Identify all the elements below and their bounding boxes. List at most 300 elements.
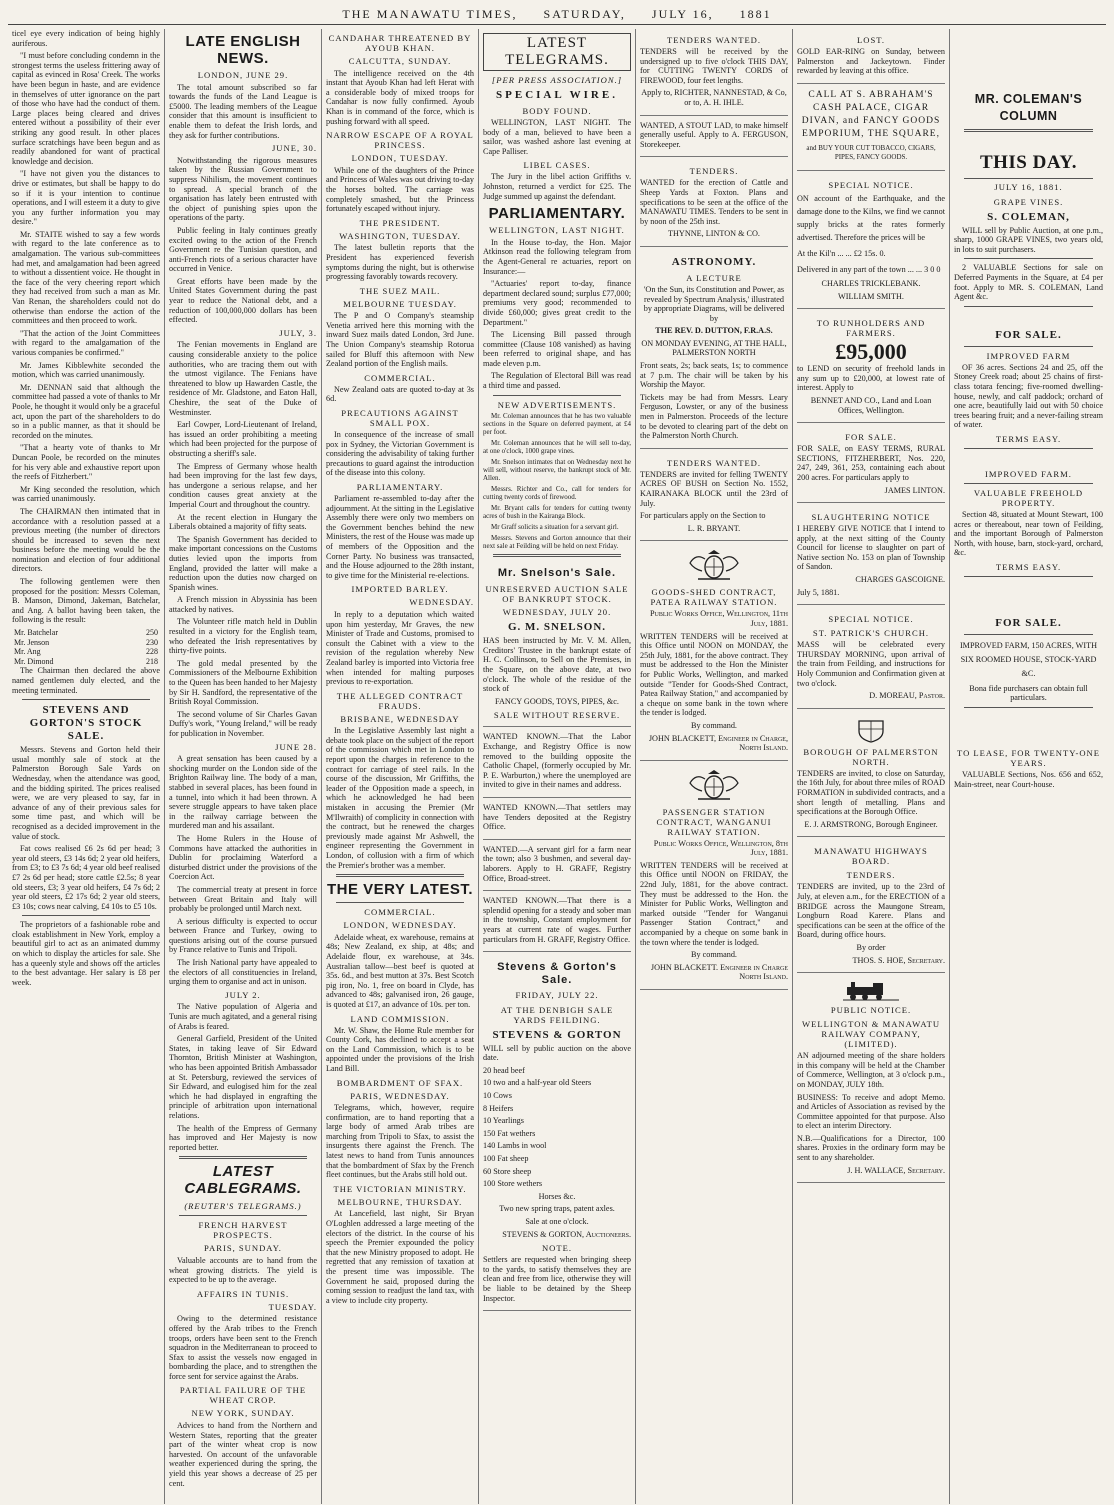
ad-heading: TENDERS WANTED. <box>666 35 762 45</box>
article-text: General Garfield, President of the United States, in taking leave of Sir Edward Thornton, British Minister at Washington, who has been appointed British Ambassador at St. Petersburg, reviewed the services of Sir Edward, and eulogised him for the zeal which he had displayed in engrafting the principle of arbitration upon international relations. <box>169 1034 317 1120</box>
subheading: UNRESERVED AUCTION SALE OF BANKRUPT STOCK. <box>485 583 629 604</box>
dateline: WELLINGTON, LAST NIGHT. <box>489 225 625 236</box>
ad-summary: Mr. Coleman announces that he will sell to-day, at one o'clock, 1000 grape vines. <box>483 438 631 455</box>
subheading: TERMS EASY. <box>995 561 1062 572</box>
slaughter-notice <box>797 506 945 605</box>
dateline: JULY, 3. <box>279 327 317 338</box>
article-text: Mr. James Kibblewhite seconded the motion, which was carried unanimously. <box>12 360 160 380</box>
ad-heading: ASTRONOMY. <box>671 255 757 268</box>
dateline: JUNE 28. <box>275 741 317 752</box>
subheading: THE SUEZ MAIL. <box>359 285 441 296</box>
masthead-date: JULY 16, <box>651 7 714 21</box>
ad-text: TENDERS are invited, up to the 23rd of July, at eleven a.m., for the ERECTION of a BRIDGE across the Maungone Stream, Longburn Road Karere. Plans and specifications can be seen at the office of the Board, during office hours. <box>797 882 945 940</box>
ad-heading: MANAWATU HIGHWAYS BOARD. <box>814 846 928 867</box>
list-item: 140 Lambs in wool <box>483 1141 547 1151</box>
divider <box>964 306 1093 307</box>
divider <box>964 258 1093 259</box>
article-text: The Jury in the libel action Griffiths v. Johnston, returned a verdict for £25. The Judge summed up against the defendant. <box>483 172 631 201</box>
article-text: The second volume of Sir Charles Gavan Duffy's work, "Young Ireland," will be ready for publication in November. <box>169 709 317 738</box>
ad-text: MASS will be celebrated every THURSDAY MORNING, upon arrival of the train from Feilding, and instructions for Holy Communion and Confirmation given at two o'clock. <box>797 640 945 688</box>
subheading: LAND COMMISSION. <box>350 1013 450 1024</box>
section-heading: STEVENS AND GORTON'S STOCK SALE. <box>29 704 143 743</box>
article-text: "That a hearty vote of thanks to Mr Duncan Poole, be recorded on the minutes for his very able and exhaustive report upon the reefs of Fitzherbert." <box>12 443 160 482</box>
column-2 <box>165 29 322 1504</box>
ad-text: Section 48, situated at Mount Stewart, 100 acres or thereabout, near town of Feilding, and the important Borough of Palmerston North, with house, barn, stock-yard, orchard, &c. <box>954 509 1103 558</box>
ad-heading: PASSENGER STATION CONTRACT, WANGANUI RAILWAY STATION. <box>656 806 772 837</box>
section-heading: THIS DAY. <box>979 152 1078 173</box>
article-text: The proprietors of a fashionable robe and cloak establishment in New York, employ a beautiful girl to act as an animated dummy on which to display the articles for sale. She has a queenly style and shows off the articles to the best advantage. Her salary is £8 per week. <box>12 920 160 987</box>
ad-heading: SPECIAL NOTICE. <box>828 614 914 625</box>
signature: JOHN BLACKETT, Engineer in Charge, North Island. <box>648 733 788 753</box>
dateline: MELBOURNE TUESDAY. <box>343 298 457 309</box>
article-text: The Licensing Bill passed through committee (Clause 108 vanished) as having been referred to original shape, and has made eleven p.m. <box>483 330 631 368</box>
ad-text: to LEND on security of freehold lands in any sum up to £20,000, at lowest rate of interest. Apply to <box>797 364 945 393</box>
railway-notice <box>797 976 945 1183</box>
ad-text: HAS been instructed by Mr. V. M. Allen, Creditors' Trustee in the bankrupt estate of H. C. Collinson, to Sell on the Premises, in the Square, on the above date, at two o'clock. The whole of the residue of the stock of <box>483 636 631 694</box>
ad-text: VALUABLE Sections, Nos. 656 and 652, Main-street, near Court-house. <box>954 770 1103 789</box>
subheading: WELLINGTON & MANAWATU RAILWAY COMPANY, (LIMITED). <box>801 1019 941 1050</box>
ad-text: TENDERS will be received by the undersigned up to five o'clock THIS DAY, for CUTTING TWENTY CORDS of FIREWOOD, four feet lengths. <box>640 47 788 85</box>
signature: E. J. ARMSTRONG, Borough Engineer. <box>804 819 938 829</box>
dateline: CALCUTTA, SUNDAY. <box>348 56 452 66</box>
article-text: Public feeling in Italy continues greatly excited owing to the action of the French Government re the Tunisian question, and anti-French riots of a serious character have occurred in Venice. <box>169 225 317 274</box>
signature: THYNNE, LINTON & CO. <box>668 229 760 239</box>
article-text: The Regulation of Electoral Bill was read a third time and passed. <box>483 371 631 391</box>
subheading: IMPROVED FARM. <box>985 468 1072 479</box>
ad-text: CALL AT S. ABRAHAM'S CASH PALACE, CIGAR DIVAN, and FANCY GOODS EMPORIUM, THE SQUARE, <box>801 89 941 139</box>
dateline: PARIS, WEDNESDAY. <box>350 1090 450 1101</box>
list-item: 100 Store wethers <box>483 1179 543 1189</box>
table-cell: Mr. Batchelar <box>14 628 58 638</box>
ad-text: GOLD EAR-RING on Sunday, between Palmerston and Jackeytown. Finder rewarded by leaving at this office. <box>797 47 945 76</box>
divider <box>22 699 150 700</box>
ad-summary: Mr. Coleman announces that he has two valuable sections in the Square on deferred payment, at £4 per foot. <box>483 411 631 436</box>
ad-text: WILL sell by public auction on the above date. <box>483 1043 631 1063</box>
ad-heading: SPECIAL NOTICE. <box>828 179 914 190</box>
ad-text: FOR SALE, on EASY TERMS, RURAL SECTIONS, FITZHERBERT, Nos. 220, 247, 249, 361, 253, containing each about 200 acres. For particulars apply to <box>797 444 945 482</box>
ad-text: and BUY YOUR CUT TOBACCO, CIGARS, PIPES, FANCY GOODS. <box>806 143 936 162</box>
contract-ad <box>640 544 788 760</box>
wanted-ad <box>483 894 631 952</box>
subheading: PARTIAL FAILURE OF THE WHEAT CROP. <box>179 1385 307 1406</box>
subheading: THE VICTORIAN MINISTRY. <box>333 1183 467 1194</box>
table-row <box>12 647 160 657</box>
loan-ad <box>797 312 945 423</box>
ad-text: By command. <box>691 720 737 730</box>
list-item: Horses &c. <box>538 1191 576 1201</box>
divider <box>964 634 1093 635</box>
loan-amount: £95,000 <box>835 339 907 365</box>
list-item: 10 Cows <box>483 1091 512 1101</box>
subheading: IMPORTED BARLEY. <box>351 584 449 595</box>
section-heading: FOR SALE. <box>995 328 1062 341</box>
article-text: The CHAIRMAN then intimated that in accordance with a resolution passed at a previous meeting (the number of directors should be increased to seven the next business before the meeting would be the nomination and election of four additional directors. <box>12 506 160 574</box>
subheading: VALUABLE FREEHOLD PROPERTY. <box>973 487 1084 508</box>
ad-text: July 5, 1881. <box>797 587 840 597</box>
ad-text: WRITTEN TENDERS will be received at this Office until NOON on FRIDAY, the 22nd July, 1881, for the above contract. They must be addressed to the Hon. the Minister for Public Works, Wellington and marked outside "Tender for Wanganui Passenger Station Contract," and accompanied by a cheque on some bank in the town where the tender is lodged. <box>640 860 788 947</box>
dateline: MELBOURNE, THURSDAY. <box>337 1196 463 1207</box>
subheading: ST. PATRICK'S CHURCH. <box>812 628 930 639</box>
ad-text: WANTED.—A servant girl for a farm near the town; also 3 bushmen, and several day-laborers. Apply to H. GRAFF, Registry Office, Broad-street. <box>483 844 631 883</box>
ad-text: 'On the Sun, its Constitution and Power, as revealed by Spectrum Analysis,' illustrated by appropriate Diagrams, will be delivered by <box>643 284 785 323</box>
article-text: The following gentlemen were then proposed for the position: Messrs Coleman, B. Manson, Dimond, Jakeman, Batchelar, and Ang. A ballot having been taken, the following is the result: <box>12 577 160 625</box>
sale-ad <box>797 426 945 503</box>
subheading: CANDAHAR THREATENED BY AYOUB KHAN. <box>328 33 472 53</box>
article-text: The Volunteer rifle match held in Dublin resulted in a victory for the English team, who defeated the Irish representatives by thirty-five points. <box>169 617 317 656</box>
article-text: A great sensation has been caused by a shocking murder on the London side of the Brighton Railway line. The body of a man, stabbed in several places, has been found in a tunnel, into which it had been thrown. A severe struggle appears to have taken place in the railway carriage between the murdered man and his assailant. <box>169 754 317 831</box>
subheading: AFFAIRS IN TUNIS. <box>196 1288 290 1299</box>
article-text: Advices to hand from the Northern and Western States, reporting that the greater part of the winter wheat crop is now harvested. On account of the unfavorable weather experienced during the spring, the yield this year shows a decrease of 25 per cent. <box>169 1421 317 1488</box>
divider <box>964 129 1093 132</box>
ad-text: Public Works Office, Wellington, 11th July, 1881. <box>649 609 788 628</box>
ad-text: ON account of the Earthquake, and the damage done to the Kilns, we find we cannot supply bricks at the rates formerly advertised. Therefore the prices will be <box>797 193 946 242</box>
list-item: 20 head beef <box>483 1065 525 1075</box>
section-heading: PARLIAMENTARY. <box>488 205 626 223</box>
ad-heading: TO RUNHOLDERS AND FARMERS. <box>816 318 926 339</box>
article-text: In reply to a deputation which waited upon him yesterday, Mr Graves, the new Minister of Trade and Customs, promised to consult the Cabinet with a view to the revision of the regulation whereby New Zealand barley is imported into Victoria free when intended for malting purposes previous to re-exportation. <box>326 609 474 687</box>
article-text: Mr. DENNAN said that although the committee had passed a vote of thanks to Mr Poole, he thought it would only be a graceful act, upon the part of the shareholders to do so in a public manner, as that it should be recorded on the minutes. <box>12 382 160 440</box>
table-row <box>12 657 160 667</box>
ad-text: WRITTEN TENDERS will be received at this Office until NOON on MONDAY, the 25th July, 1881, for the above contract. They must be addressed to the Hon the Minister for Public Works, Wellington, and marked outside "Tender for Goods-Shed Contract, Patea Railway Station," and accompanied by a cheque on some bank in the town where the tender is lodged. <box>640 631 788 718</box>
section-heading: THE VERY LATEST. <box>326 881 474 899</box>
ad-text: WILL sell by Public Auction, at one p.m., sharp, 1000 GRAPE VINES, two years old, in lots to suit purchasers. <box>954 225 1103 254</box>
ad-text: WANTED KNOWN.—That the Labor Exchange, and Registry Office is now removed to the building opposite the Catholic Chapel, (formerly occupied by Mr. P. E. Warburton,) where the unemployed are invited to give in their names and address. <box>483 732 631 790</box>
signature: D. MOREAU, Pastor. <box>869 691 945 701</box>
article-text: At Lancefield, last night, Sir Bryan O'Loghlen addressed a large meeting of the electors of the district. In the course of his speech the Premier expounded the policy that the new Ministry proposed to adopt. He regretted that any remission of taxation at the present time was impossible. The Government he said, proposed during the coming session to readjust the land tax, with a view to include city property. <box>326 1209 474 1305</box>
ad-text: Two new spring traps, patent axles. <box>499 1204 615 1214</box>
dateline: LONDON, JUNE 29. <box>197 70 289 80</box>
table-row <box>12 628 160 638</box>
article-text: Valuable accounts are to hand from the wheat growing districts. The yield is expected to be up to the average. <box>169 1255 317 1285</box>
table-row <box>12 638 160 648</box>
subheading: NARROW ESCAPE OF A ROYAL PRINCESS. <box>326 130 474 151</box>
article-text: Parliament re-assembled to-day after the adjournment. At the sitting in the Legislative Assembly there were only two members on the Government benches behind the new Ministers, the rest of the House was made up of members of the Opposition and the Corner Party. No business was transacted, and the House adjourned to the 28th instant, to give time for the Ministerial re-elections. <box>326 494 474 580</box>
ad-text: WANTED, A STOUT LAD, to make himself generally useful. Apply to A. FERGUSON, Storekeeper. <box>640 120 788 149</box>
article-text: The latest bulletin reports that the President has experienced feverish symptoms during the night, but is otherwise progressing favorably towards recovery. <box>326 243 474 282</box>
tender-ad <box>640 452 788 542</box>
list-item: 10 Yearlings <box>483 1116 524 1126</box>
subheading: COMMERCIAL. <box>364 372 436 383</box>
subheading: SALE WITHOUT RESERVE. <box>493 710 621 721</box>
ad-text: Front seats, 2s; back seats, 1s; to commence at 7 p.m. The chair will be taken by his Worship the Mayor. <box>640 361 788 390</box>
article-text: The gold medal presented by the Commissioners of the Melbourne Exhibition to the Queen has been handed to her Majesty by Sir H. Sandford, the representative of the British Royal Commission. <box>169 658 317 707</box>
tender-ad <box>640 29 788 116</box>
subheading: (REUTER'S TELEGRAMS.) <box>184 1201 302 1212</box>
ad-text: TENDERS are invited for felling TWENTY ACRES OF BUSH on Section No. 1552, KAIRANAKA BLOCK until the 23rd of July. <box>640 469 788 508</box>
masthead-title: THE MANAWATU TIMES, <box>342 7 518 21</box>
auctioneer-name: STEVENS & GORTON <box>492 1028 622 1041</box>
signature: JOHN BLACKETT. Engineer in Charge North Island. <box>650 962 788 982</box>
table-cell: 230 <box>146 637 158 647</box>
divider <box>493 395 621 396</box>
wanted-ad <box>483 730 631 798</box>
ad-heading: Stevens & Gorton's Sale. <box>497 961 617 987</box>
borough-crest-icon <box>851 717 891 743</box>
ad-text: By order <box>856 942 886 952</box>
ad-text: Tickets may be had from Messrs. Leary Ferguson, Lowster, or any of the business men in Palmerston. Proceeds of the lecture to be devoted to clearing part of the debt on the Palmerston North Church. <box>640 392 788 441</box>
lecture-ad <box>640 250 788 449</box>
subheading: FRENCH HARVEST PROSPECTS. <box>198 1220 288 1241</box>
signature: WILLIAM SMITH. <box>838 291 904 301</box>
article-text: The Chairman then declared the above named gentlemen duly elected, and the meeting terminated. <box>12 666 160 695</box>
article-text: The intelligence received on the 4th instant that Ayoub Khan had left Herat with a considerable body of mixed troops for Candahar is now fully confirmed. Ayoub Khan is in command of the force, which is pushing forward with all speed. <box>326 68 474 126</box>
ad-summary: Messrs. Stevens and Gorton announce that their next sale at Feilding will be held on next Friday. <box>483 533 631 550</box>
wanted-ad <box>640 119 788 158</box>
list-item: 10 two and a half-year old Steers <box>483 1078 592 1088</box>
ad-summary: Mr Graff solicits a situation for a servant girl. <box>491 522 619 531</box>
article-text: The Native population of Algeria and Tunis are much agitated, and a general rising of Arabs is feared. <box>169 1002 317 1031</box>
ad-heading: BOROUGH OF PALMERSTON NORTH. <box>803 746 939 767</box>
subheading: BODY FOUND. <box>522 106 592 116</box>
ad-text: Public Works Office, Wellington, 8th July, 1881. <box>653 838 788 858</box>
article-text: The Fenian movements in England are causing considerable anxiety to the police authorities, who are tracing them out with the utmost vigilance. The Fenians have threatened to blow up Hawarden Castle, the residence of Mr. Gladstone, and Eaton Hall, Cheshire, the seat of the Duke of Westminster. <box>169 340 317 417</box>
wanted-ad <box>483 801 631 840</box>
dateline: LONDON, TUESDAY. <box>351 153 449 164</box>
ad-text: Sale at one o'clock. <box>525 1217 589 1226</box>
subheading: BOMBARDMENT OF SFAX. <box>336 1077 464 1088</box>
section-heading: LATEST CABLEGRAMS. <box>184 1163 302 1198</box>
ad-heading: PUBLIC NOTICE. <box>830 1005 912 1016</box>
ad-text: OF 36 acres. Sections 24 and 25, off the Stoney Creek road; about 25 chains of first-class totara fencing; five-roomed dwelling-house, newly, and calf paddock; orchard of one acre, beautifully laid out with 50 choice trees bearing fruit; and a never-failing stream of water. <box>954 362 1103 430</box>
article-text: The Irish National party have appealed to the electors of all constituencies in Ireland, urging them to organise and act in unison. <box>169 958 317 987</box>
signature: CHARLES TRICKLEBANK. <box>821 278 921 288</box>
ad-text: AN adjourned meeting of the share holders in this company will be held at the Chamber of Commerce, Wellington, at 3 o'clock p.m., on MONDAY, JULY 18th. <box>797 1051 945 1089</box>
article-text: A French mission in Abyssinia has been attacked by natives. <box>169 595 317 614</box>
article-text: In the House to-day, the Hon. Major Atkinson read the following telegram from the Agent-General re actuaries, report on Insurance:— <box>483 237 631 276</box>
list-item: 8 Heifers <box>483 1103 514 1113</box>
article-text: The Empress of Germany whose health had been improving for the last few days, has undergone a serious relapse, and her condition causes great anxiety at the Imperial Court and throughout the country. <box>169 461 317 509</box>
ad-heading: TENDERS WANTED. <box>666 457 762 468</box>
columns <box>8 29 1106 1504</box>
subheading: [PER PRESS ASSOCIATION.] <box>491 75 623 85</box>
ad-text: WANTED for the erection of Cattle and Sheep Yards at Foxton. Plans and specifications to be seen at the office of the MANAWATU TIMES. Tenders to be sent in by noon of the 25th inst. <box>640 178 788 226</box>
ad-text: FANCY GOODS, TOYS, PIPES, &c. <box>495 696 619 706</box>
royal-crest-icon <box>684 769 744 803</box>
dateline: LONDON, WEDNESDAY. <box>343 920 457 931</box>
divider <box>964 178 1093 179</box>
article-text: The Home Rulers in the House of Commons have attacked the authorities in Dublin for proclaiming Waterford a disturbed district under the provisions of the Coercion Act. <box>169 833 317 882</box>
ad-text: WANTED KNOWN.—That settlers may have Tenders deposited at the Registry Office. <box>483 802 631 832</box>
column-1 <box>8 29 165 1504</box>
divider <box>964 576 1093 577</box>
subheading: TENDERS. <box>846 870 896 881</box>
article-text: Owing to the determined resistance offered by the Arab tribes to the French troops, orders have been sent to the French squadron in the Mediterranean to proceed to Sfax to assist the vessels now engaged in bombarding the place, and to strengthen the force sent for service against the Arabs. <box>169 1314 317 1381</box>
ad-text: IMPROVED FARM, 150 ACRES, WITH SIX ROOMED HOUSE, STOCK-YARD &C. <box>959 640 1098 678</box>
article-text: Telegrams, which, however, require confirmation, are to hand reporting that a large body of armed Arab tribes are marching from Tripoli to Sfax, to assist the insurgents there against the French. The latest news to hand from Tunis announces that the bombardment of Sfax by the French fleet continues, but the Arabs still hold out. <box>326 1103 474 1180</box>
article-text: In the Legislative Assembly last night a debate took place on the subject of the report of the commission which met in London to report upon the charges in reference to the contract for carriage of steel rails. In the course of the discussion, Mr Griffiths, the leader of the Opposition made a speech, in which he acknowledged he had been mistaken in accusing the Premier (Mr M'Ilwraith) of complicity in connection with the contract, but he renewed the charges previously made against Mr Ashwell, the engineer representing the Government in London, of collusion with a firm of which the Premier's brother was a member. <box>326 726 474 870</box>
signature: BENNET AND CO., Land and Loan Offices, Wellington. <box>810 395 932 415</box>
column-5 <box>636 29 793 1504</box>
subheading: TERMS EASY. <box>995 433 1062 444</box>
subheading: NEW ADVERTISEMENTS. <box>497 399 617 410</box>
article-text: ticel eye every indication of being highly auriferous. <box>12 29 160 48</box>
article-text: A serious difficulty is expected to occur between France and Turkey, owing to questions arising out of the course pursued by France relative to Tunis and Tripoli. <box>169 916 317 955</box>
signature: CHARGES GASCOIGNE. <box>855 575 945 585</box>
article-text: While one of the daughters of the Prince and Princess of Wales was out driving to-day the horses bolted. The carriage was completely smashed, but the Princess fortunately escaped without injury. <box>326 165 474 214</box>
auctioneer-name: G. M. SNELSON. <box>507 621 607 634</box>
shop-ad <box>797 87 945 171</box>
subheading: TO LEASE, FOR TWENTY-ONE YEARS. <box>956 748 1101 769</box>
article-text: Messrs. Stevens and Gorton held their usual monthly sale of stock at the Palmerston Borough Sale Yards on Wednesday, when the attendance was good, and the bidding spirited. The prices realised were, we are very pleased to say, far in advance of any of their previous sales for some time past, and which will be recognised as a decided improvement in the value of stock. <box>12 745 160 841</box>
article-text: "Actuaries' report to-day, finance department declared sound; surplus £77,000; premiums very good; recommended to divide £60,000; gives great credit to the Department." <box>483 279 631 327</box>
divider <box>336 902 464 903</box>
table-cell: Mr. Ang <box>14 647 41 657</box>
signature: L. R. BRYANT. <box>687 523 741 533</box>
column-3 <box>322 29 479 1504</box>
section-heading: LATE ENGLISH NEWS. <box>185 33 301 67</box>
ad-heading: Mr. Snelson's Sale. <box>497 566 617 579</box>
article-text: "That the action of the Joint Committees with regard to the amalgamation of the various companies be confirmed." <box>12 328 160 357</box>
dateline: NEW YORK, SUNDAY. <box>191 1408 295 1419</box>
table-cell: Mr. Jenson <box>14 637 50 647</box>
dateline: BRISBANE, WEDNESDAY <box>340 713 460 724</box>
ad-summary: Mr. Bryant calls for tenders for cutting twenty acres of bush in the Kairanga Block. <box>483 503 631 520</box>
divider <box>179 1156 307 1159</box>
article-text: The Spanish Government has decided to make important concessions on the Customs duties levied upon the imports from England, provided the latter will make a reduction upon the duties now charged on Spanish wines. <box>169 534 317 592</box>
signature: THOS. S. HOE, Secretary. <box>852 955 945 965</box>
ad-text: Bona fide purchasers can obtain full particulars. <box>969 683 1088 703</box>
stevens-gorton-ad <box>483 955 631 1311</box>
ad-summary: Mr. Snelson intimates that on Wednesday next he will sell, without reserve, the bankrupt stock of Mr. Allen. <box>483 457 631 482</box>
article-text: The total amount subscribed so far towards the funds of the Land League is £5000. The leading members of the League consider that this amount is insufficient to enable them to defeat the Irish lords, and they ask for further contributions. <box>169 82 317 140</box>
masthead-year: 1881 <box>739 7 772 21</box>
table-cell: Mr. Dimond <box>14 656 54 666</box>
ad-heading: LOST. <box>857 35 885 45</box>
subheading: SPECIAL WIRE. <box>496 89 618 101</box>
dateline: JULY 2. <box>225 989 261 1000</box>
divider <box>964 707 1093 708</box>
table-cell: 218 <box>146 656 158 666</box>
dateline: WEDNESDAY. <box>409 597 474 608</box>
column-7 <box>950 29 1106 1504</box>
snelson-ad <box>483 561 631 728</box>
ad-heading: GOODS-SHED CONTRACT, PATEA RAILWAY STATION. <box>650 587 778 608</box>
column-4 <box>479 29 636 1504</box>
royal-crest-icon <box>684 549 744 583</box>
dateline: FRIDAY, JULY 22. <box>515 990 599 1001</box>
borough-notice <box>797 712 945 838</box>
article-text: WELLINGTON, LAST NIGHT. The body of a man, believed to have been a sailor, was washed ashore last evening at Cape Palliser. <box>483 118 631 156</box>
article-text: Notwithstanding the rigorous measures taken by the Russian Government to suppress Nihilism, the movement continues to spread. A special branch of the organisation has lately been entrusted with the object of punishing spies upon the operations of the party. <box>169 155 317 223</box>
divider <box>179 1215 307 1216</box>
signature: J. H. WALLACE, Secretary. <box>847 1165 945 1175</box>
locomotive-icon <box>841 981 901 1001</box>
article-text: In consequence of the increase of small pox in Sydney, the Victorian Government is considering the advisability of taking further precautions to guard against the introduction of the disease into this colony. <box>326 430 474 478</box>
masthead-day: SATURDAY, <box>543 7 626 21</box>
divider <box>493 554 621 557</box>
ad-text: WANTED KNOWN.—That there is a splendid opening for a steady and sober man in the township, Constant employment for years at current rate of wages. Further particulars from H. GRAFF, Registry Office. <box>483 896 631 944</box>
ad-heading: SLAUGHTERING NOTICE <box>811 512 931 523</box>
article-text: Mr King seconded the resolution, which was carried unanimously. <box>12 484 160 504</box>
ad-heading: TENDERS. <box>689 166 739 177</box>
divider <box>22 915 150 916</box>
brick-notice <box>797 174 945 309</box>
section-heading: FOR SALE. <box>995 616 1062 629</box>
subheading: A LECTURE <box>686 272 742 283</box>
price-line: At the Kil'n ... ... £2 15s. 0. <box>797 248 886 258</box>
article-text: Earl Cowper, Lord-Lieutenant of Ireland, has issued an order prohibiting a meeting which had been projected for the purpose of obstructing a sheriff's sale. <box>169 420 317 458</box>
ballot-table <box>12 628 160 666</box>
article-text: Mr. W. Shaw, the Home Rule member for County Cork, has declined to accept a seat on the Land Commission, which is to be appointed under the provisions of the Irish Land Bill. <box>326 1025 474 1073</box>
section-heading: LATEST TELEGRAMS. <box>483 33 631 71</box>
auctioneer-name: S. COLEMAN, <box>987 210 1070 223</box>
article-text: Mr. STAITE wished to say a few words with regard to the late conference as to amalgamation. The various sub-committees had met, and amalgamation had been agreed to without a dissentient voice. He thought in the face of the very cheering report which they had received from such a man as Mr. Van Renan, the shareholders could not do otherwise than endorse the action of the committees and then proceed to work. <box>12 229 160 326</box>
ad-text: TENDERS are invited, to close on Saturday, the 16th July, for about three miles of ROAD FORMATION in subdivided contracts, and a short length of metalling. Plans and specifications at the Borough Office. <box>797 768 945 817</box>
tender-ad <box>640 160 788 247</box>
ad-text: For particulars apply on the Section to <box>640 511 766 521</box>
article-text: New Zealand oats are quoted to-day at 3s 6d. <box>326 384 474 404</box>
list-item: 150 Fat wethers <box>483 1128 536 1138</box>
subheading: AT THE DENBIGH SALE YARDS FEILDING. <box>500 1004 614 1025</box>
dateline: JULY 16, 1881. <box>994 182 1063 192</box>
divider <box>964 448 1093 449</box>
list-item: 100 Fat sheep <box>483 1154 529 1164</box>
contract-ad <box>640 764 788 990</box>
dateline: WASHINGTON, TUESDAY. <box>339 230 461 241</box>
ad-text: Settlers are requested when bringing sheep to the yards, to satisfy themselves they are clean and free from lice, otherwise they will be liable to be detained by the Sheep Inspector. <box>483 1255 631 1303</box>
subheading: THE ALLEGED CONTRACT FRAUDS. <box>336 690 464 711</box>
article-text: At the recent election in Hungary the Liberals obtained a majority of fifty seats. <box>169 512 317 532</box>
masthead <box>8 6 1106 25</box>
ad-text: BUSINESS: To receive and adopt Memo. and Articles of Association as revised by the Committee appointed for that purpose. Also to elect an interim Directory. <box>797 1092 945 1131</box>
ad-text: THE REV. D. DUTTON, F.R.A.S. <box>655 326 773 336</box>
article-text: Fat cows realised £6 2s 6d per head; 3 year old steers, £3 14s 6d; 2 year old heifers, from £3; to £3 7s 6d; 4 year old beef realised £7 2s 6d per head; store cattle £2.5s; 8 year old steers, £3; 3 year old heifers, £4 7s 6d; 2 year old steers, £2 17s 6d; 2 year old steers, £3 10s; cows near calving, £4 10s to £5 10s. <box>12 844 160 911</box>
ad-summary: Messrs. Richter and Co., call for tenders for cutting twenty cords of firewood. <box>483 484 631 501</box>
ad-text: N.B.—Qualifications for a Director, 100 shares. Proxies in the ordinary form may be sent to any shareholder. <box>797 1133 945 1163</box>
ad-heading: FOR SALE. <box>845 432 897 443</box>
divider <box>964 346 1093 347</box>
dateline: PARIS, SUNDAY. <box>204 1243 282 1254</box>
table-cell: 228 <box>146 647 158 657</box>
article-text: Great efforts have been made by the United States Government during the past year to reduce the National debt, and a reduction of 100,000,000 dollars has been effected. <box>169 276 317 325</box>
subheading: COMMERCIAL. <box>364 907 436 918</box>
subheading: PRECAUTIONS AGAINST SMALL POX. <box>341 408 459 429</box>
subheading: GRAPE VINES. <box>993 196 1064 207</box>
dateline: WEDNESDAY, JULY 20. <box>502 606 612 617</box>
article-text: The health of the Empress of Germany has improved and Her Majesty is now reported better. <box>169 1123 317 1152</box>
ad-text: ON MONDAY EVENING, AT THE HALL, PALMERSTON NORTH <box>641 338 787 358</box>
column-6 <box>793 29 950 1504</box>
subheading: IMPROVED FARM <box>986 350 1071 361</box>
ad-text: 2 VALUABLE Sections for sale on Deferred Payments in the Square, at £4 per foot. Apply to MR. S. COLEMAN, Land Agent &c. <box>954 263 1103 302</box>
wanted-ad <box>483 843 631 891</box>
signature: JAMES LINTON. <box>884 485 945 495</box>
article-text: The commercial treaty at present in force between Great Britain and Italy will probably be prolonged until March next. <box>169 884 317 914</box>
article-text: "I must before concluding condemn in the strongest terms the useless frittering away of capital as evinced in Rosa' Creek. The works have been begun in haste, and are evidence in themselves of utter ignorance on the part of those who have had the conduct of them. Large places being cleared and drives entered without a possibility of their ever striking any good result. In other places surface scratchings have been begun and as readily abandoned for want of practical knowledge and decision. <box>12 51 160 166</box>
signature: STEVENS & GORTON, Auctioneers. <box>502 1229 631 1239</box>
highways-notice <box>797 840 945 973</box>
divider <box>964 483 1093 484</box>
article-text: "I have not given you the distances to drive or estimates, but shall be happy to do so if it is your intention to continue operations, and I will esteem it a duty to give you any further information you may desire." <box>12 169 160 227</box>
price-line: Delivered in any part of the town ... ... 3 0 0 <box>797 264 941 274</box>
ad-text: I HEREBY GIVE NOTICE that I intend to apply, at the next sitting of the County Council for license to slaughter on part of Native section No. 153 on plan of Township of Sandon. <box>797 524 945 572</box>
ad-text: Apply to, RICHTER, NANNESTAD, & Co, or to, A. H. IHLE. <box>641 88 787 107</box>
church-notice <box>797 608 945 709</box>
ad-text: By command. <box>691 950 737 960</box>
divider <box>336 874 464 877</box>
subheading: THE PRESIDENT. <box>359 217 441 228</box>
article-text: The P and O Company's steamship Venetia arrived here this morning with the inward Suez mails dated London, 3rd June. The Union Company's steamship Rotorua sailed for Bluff this afternoon with New Zealand portion of the English mails. <box>326 311 474 369</box>
table-cell: 250 <box>146 628 158 638</box>
subheading: LIBEL CASES. <box>523 160 591 171</box>
list-item: 60 Store sheep <box>483 1166 532 1176</box>
dateline: JUNE, 30. <box>271 143 317 154</box>
lost-ad <box>797 29 945 84</box>
subheading: PARLIAMENTARY. <box>356 482 444 492</box>
section-heading: MR. COLEMAN'S COLUMN <box>974 92 1083 123</box>
dateline: TUESDAY. <box>268 1301 317 1312</box>
subheading: NOTE. <box>541 1243 573 1254</box>
